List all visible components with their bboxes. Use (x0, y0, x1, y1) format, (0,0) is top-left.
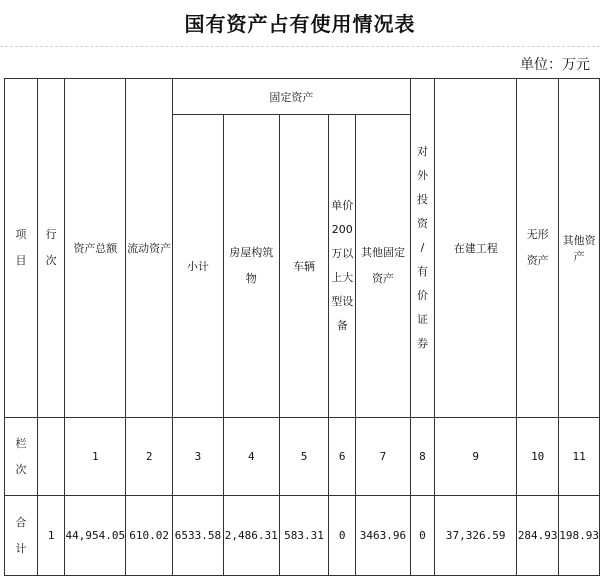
total-cell-intangible: 284.93 (517, 496, 559, 576)
column-index-cell: 5 (279, 418, 329, 496)
total-cell-total-assets: 44,954.05 (65, 496, 126, 576)
column-index-cell: 9 (435, 418, 517, 496)
total-cell-subtotal: 6533.58 (173, 496, 224, 576)
total-row (5, 496, 600, 576)
column-index-cell: 4 (223, 418, 279, 496)
column-index-empty (38, 418, 65, 496)
column-index-cell: 1 (65, 418, 126, 496)
total-cell-construction: 37,326.59 (435, 496, 517, 576)
total-row-no: 1 (38, 496, 65, 576)
report-title: 国有资产占有使用情况表 (184, 12, 416, 36)
total-cell-buildings: 2,486.31 (223, 496, 279, 576)
header-other-assets: 其他资产 (559, 79, 600, 418)
column-index-cell: 2 (126, 418, 173, 496)
total-cell-external-investment: 0 (410, 496, 434, 576)
total-label: 合 计 (5, 496, 38, 576)
header-fixed-assets: 固定资产 (173, 79, 411, 115)
column-index-cell: 10 (517, 418, 559, 496)
header-other-fixed: 其他固定 资产 (356, 115, 411, 418)
asset-table (4, 78, 600, 576)
header-row-no: 行 次 (38, 79, 65, 418)
column-index-cell: 11 (559, 418, 600, 496)
header-total-assets: 资产总额 (65, 79, 126, 418)
header-intangible: 无形 资产 (517, 79, 559, 418)
column-index-cell: 7 (356, 418, 411, 496)
header-subtotal: 小计 (173, 115, 224, 418)
total-cell-equipment: 0 (329, 496, 356, 576)
column-index-label: 栏 次 (5, 418, 38, 496)
header-current-assets: 流动资产 (126, 79, 173, 418)
title-band (0, 0, 600, 47)
header-vehicles: 车辆 (279, 115, 329, 418)
column-index-cell: 6 (329, 418, 356, 496)
column-index-cell: 8 (410, 418, 434, 496)
header-construction: 在建工程 (435, 79, 517, 418)
header-item: 项 目 (5, 79, 38, 418)
column-index-cell: 3 (173, 418, 224, 496)
header-equipment: 单价 200 万以 上大 型设 备 (329, 115, 356, 418)
column-index-row (5, 418, 600, 496)
header-buildings: 房屋构筑 物 (223, 115, 279, 418)
total-cell-other-fixed: 3463.96 (356, 496, 411, 576)
total-cell-current-assets: 610.02 (126, 496, 173, 576)
total-cell-other-assets: 198.93 (559, 496, 600, 576)
total-cell-vehicles: 583.31 (279, 496, 329, 576)
unit-label: 单位：万元 (520, 57, 590, 73)
unit-band (0, 46, 600, 78)
header-external-investment: 对 外 投 资 / 有 价 证 券 (410, 79, 434, 418)
